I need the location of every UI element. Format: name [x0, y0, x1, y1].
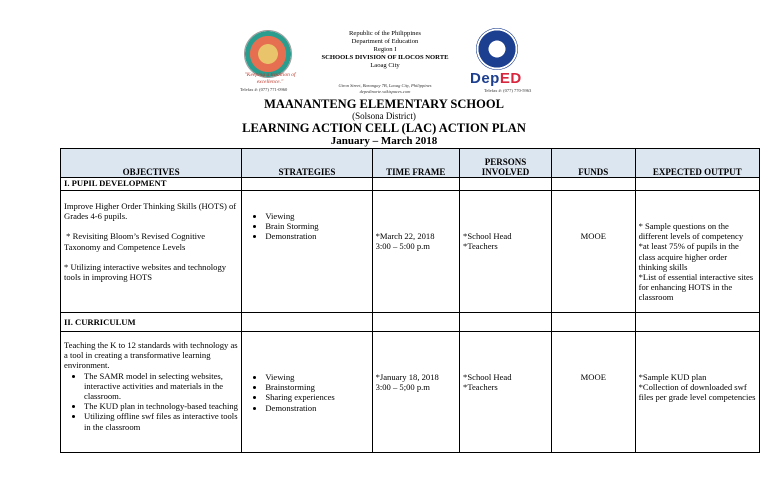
header-persons-involved: PERSONS INVOLVED — [460, 149, 552, 178]
objective-bullet: • The KUD plan in technology-based teaching — [84, 401, 238, 411]
strategy-item: • Demonstration — [265, 403, 368, 413]
person-item: *School Head — [463, 231, 512, 241]
email-line: depedinorte.wikispaces.com — [359, 88, 411, 94]
address-line: Giron Street, Barangay 7B, Laoag City, Philippines — [338, 83, 432, 88]
strategies-cell — [242, 191, 372, 313]
expected-output-cell — [635, 332, 759, 453]
output-item: * Sample questions on the different levels of competency — [638, 221, 744, 242]
strategy-item: • Brainstorming — [265, 382, 368, 392]
school-name: MAANANTENG ELEMENTARY SCHOOL — [264, 97, 504, 111]
deped-logo — [470, 70, 522, 87]
section-row — [61, 313, 760, 332]
time-date: *January 18, 2018 — [375, 372, 439, 382]
objective-line: * Utilizing interactive websites and technology tools in improving HOTS — [64, 261, 227, 283]
time-frame-cell — [372, 332, 459, 453]
telefax-left: Telefax #: (077) 771-0960 — [240, 87, 288, 92]
division-line: SCHOOLS DIVISION OF ILOCOS NORTE — [321, 54, 449, 62]
objective-bullet: • Utilizing offline swf files as interactive tools in the classroom — [84, 411, 238, 431]
section-title: I. PUPIL DEVELOPMENT — [61, 178, 242, 191]
section-title: II. CURRICULUM — [61, 313, 242, 332]
deped-logo-part1: Dep — [470, 70, 500, 87]
objective-bullet: • The SAMR model in selecting websites, interactive activities and materials in the classroom. — [84, 371, 238, 402]
funds-value: MOOE — [580, 231, 606, 241]
strategy-item: • Brain Storming — [265, 221, 368, 231]
strategy-item: • Demonstration — [265, 231, 368, 241]
objective-line: * Revisiting Bloom’s Revised Cognitive Taxonomy and Competence Levels — [64, 231, 208, 252]
agency-block — [300, 30, 470, 70]
output-item: *at least 75% of pupils in the class acquire higher order thinking skills — [638, 241, 739, 272]
document-titles — [0, 98, 768, 147]
strategy-item: • Sharing experiences — [265, 392, 368, 402]
time-frame-cell — [372, 191, 459, 313]
header-objectives: OBJECTIVES — [61, 149, 242, 178]
telefax-right: Telefax #: (077) 770-5963 — [484, 88, 532, 93]
header-time-frame: TIME FRAME — [372, 149, 459, 178]
header-funds: FUNDS — [552, 149, 636, 178]
plan-period: January – March 2018 — [330, 135, 438, 147]
header-expected-output: EXPECTED OUTPUT — [635, 149, 759, 178]
output-item: *List of essential interactive sites for enhancing HOTS in the classroom — [638, 272, 754, 303]
objective-cell — [61, 191, 242, 313]
department-line: Department of Education — [351, 38, 419, 46]
address-block — [300, 83, 470, 94]
header-strategies: STRATEGIES — [242, 149, 372, 178]
person-item: *Teachers — [463, 382, 498, 393]
republic-line: Republic of the Philippines — [349, 30, 421, 37]
objective-line: Improve Higher Order Thinking Skills (HOTS) of Grades 4-6 pupils. — [64, 201, 237, 222]
logo-tagline: "Keeping a tradition of excellence." — [244, 72, 296, 85]
output-item: *Collection of downloaded swf files per grade level competencies — [638, 382, 756, 403]
division-logo — [244, 30, 292, 78]
time-hours: 3:00 – 5;00 p.m — [375, 382, 430, 393]
objective-cell — [61, 332, 242, 453]
objective-intro: Teaching the K to 12 standards with technology as a tool in creating a transformative learning environment. — [64, 340, 238, 371]
strategy-item: • Viewing — [265, 372, 368, 382]
persons-cell — [460, 332, 552, 453]
strategy-item: • Viewing — [265, 211, 368, 221]
person-item: *School Head — [463, 372, 512, 382]
table-header-row — [61, 149, 760, 178]
section-row — [61, 178, 760, 191]
district-name: (Solsona District) — [352, 111, 416, 121]
table-row — [61, 332, 760, 453]
strategies-cell — [242, 332, 372, 453]
city-line: Laoag City — [370, 62, 400, 70]
person-item: *Teachers — [463, 241, 498, 252]
region-line: Region I — [373, 46, 397, 54]
plan-title: LEARNING ACTION CELL (LAC) ACTION PLAN — [242, 121, 526, 135]
expected-output-cell — [635, 191, 759, 313]
time-hours: 3:00 – 5:00 p.m — [375, 241, 430, 252]
funds-value: MOOE — [580, 372, 606, 382]
deped-seal-icon — [476, 28, 518, 70]
deped-logo-part2: ED — [499, 70, 522, 87]
time-date: *March 22, 2018 — [375, 231, 435, 241]
persons-cell — [460, 191, 552, 313]
funds-cell — [552, 191, 636, 313]
table-row — [61, 191, 760, 313]
funds-cell — [552, 332, 636, 453]
letterhead — [0, 0, 768, 100]
action-plan-table — [60, 148, 760, 453]
output-item: *Sample KUD plan — [638, 372, 707, 382]
